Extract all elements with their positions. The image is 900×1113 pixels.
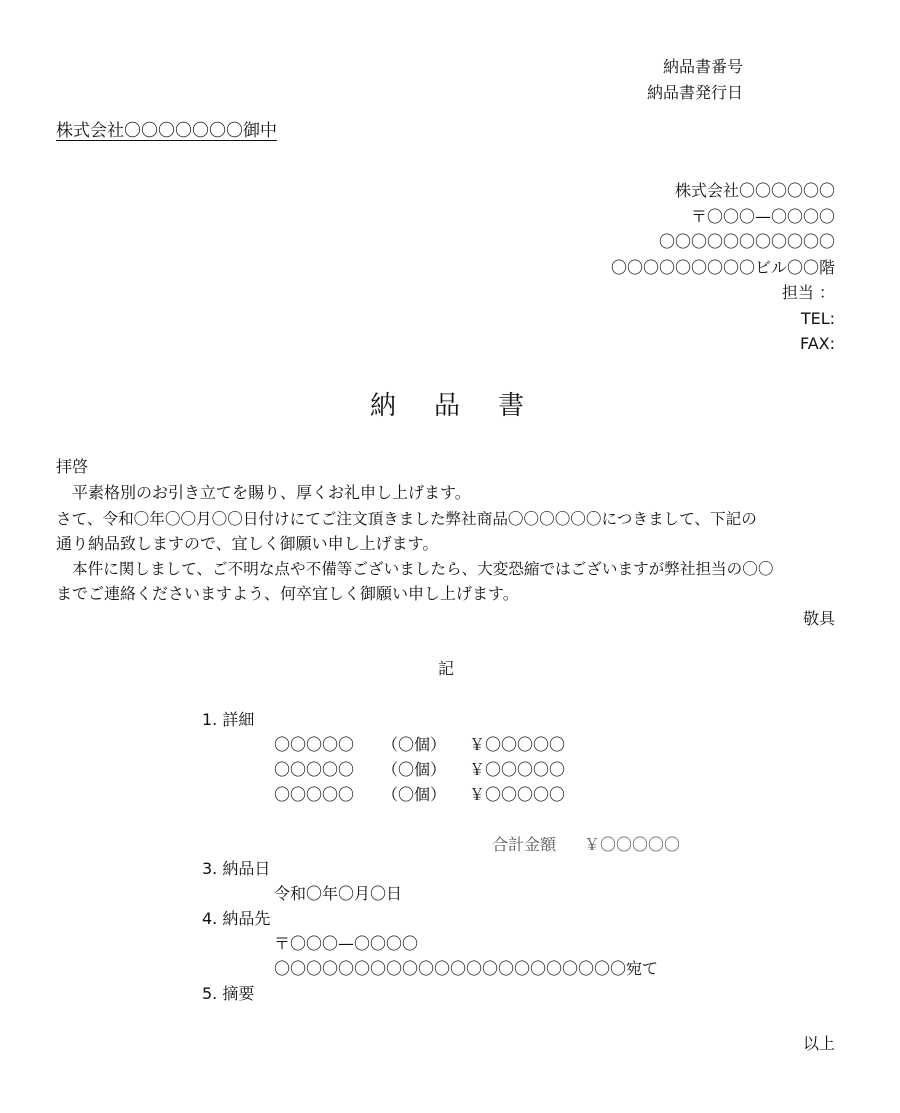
body-line-1: 平素格別のお引き立てを賜り、厚くお礼申し上げます。 (72, 483, 471, 502)
delivery-to-postal: 〒〇〇〇—〇〇〇〇 (274, 934, 419, 953)
body-line-2: さて、令和〇年〇〇月〇〇日付けにてご注文頂きました弊社商品〇〇〇〇〇〇につきまして、下記の (56, 510, 757, 528)
end-ijou: 以上 (802, 1034, 835, 1053)
sender-address1: 〇〇〇〇〇〇〇〇〇〇〇 (658, 232, 835, 251)
sender-fax: FAX: (799, 334, 835, 353)
item-name: 〇〇〇〇〇 (274, 785, 355, 804)
sender-tel: TEL: (800, 309, 835, 328)
ki-label: 記 (438, 659, 455, 678)
body-line-3: 通り納品致しますので、宜しく御願い申し上げます。 (56, 534, 439, 553)
details-heading: 1. 詳細 (202, 710, 255, 729)
item-qty: （〇個） (382, 785, 447, 804)
delivery-date-heading: 3. 納品日 (202, 859, 271, 878)
delivery-to-heading: 4. 納品先 (202, 909, 271, 928)
item-price: ￥〇〇〇〇〇 (469, 785, 566, 804)
item-name: 〇〇〇〇〇 (274, 760, 355, 779)
total-label: 合計金額 (492, 835, 557, 854)
delivery-date-value: 令和〇年〇月〇日 (274, 884, 403, 903)
sender-address2: 〇〇〇〇〇〇〇〇〇ビル〇〇階 (610, 258, 835, 277)
item-price: ￥〇〇〇〇〇 (469, 735, 566, 754)
recipient-name: 株式会社〇〇〇〇〇〇〇御中 (56, 121, 277, 141)
issue-date-label: 納品書発行日 (647, 83, 744, 102)
opening-greeting: 拝啓 (56, 457, 89, 476)
item-qty: （〇個） (382, 760, 447, 779)
item-price: ￥〇〇〇〇〇 (469, 760, 566, 779)
document-title: 納品書 (370, 391, 563, 421)
remarks-heading: 5. 摘要 (202, 984, 255, 1003)
closing-keigu: 敬具 (802, 609, 835, 628)
sender-postal: 〒〇〇〇—〇〇〇〇 (690, 207, 835, 226)
item-qty: （〇個） (382, 735, 447, 754)
item-name: 〇〇〇〇〇 (274, 735, 355, 754)
total-value: ￥〇〇〇〇〇 (584, 835, 681, 854)
sender-contact: 担当 ： (781, 283, 835, 302)
doc-number-label: 納品書番号 (663, 57, 744, 76)
delivery-to-address: 〇〇〇〇〇〇〇〇〇〇〇〇〇〇〇〇〇〇〇〇〇〇宛て (274, 959, 659, 978)
body-line-5: までご連絡くださいますよう、何卒宜しく御願い申し上げます。 (56, 584, 519, 603)
sender-company: 株式会社〇〇〇〇〇〇 (674, 181, 835, 200)
body-line-4: 本件に関しまして、ご不明な点や不備等ございましたら、大変恐縮ではございますが弊社担当の〇〇 (72, 560, 774, 578)
